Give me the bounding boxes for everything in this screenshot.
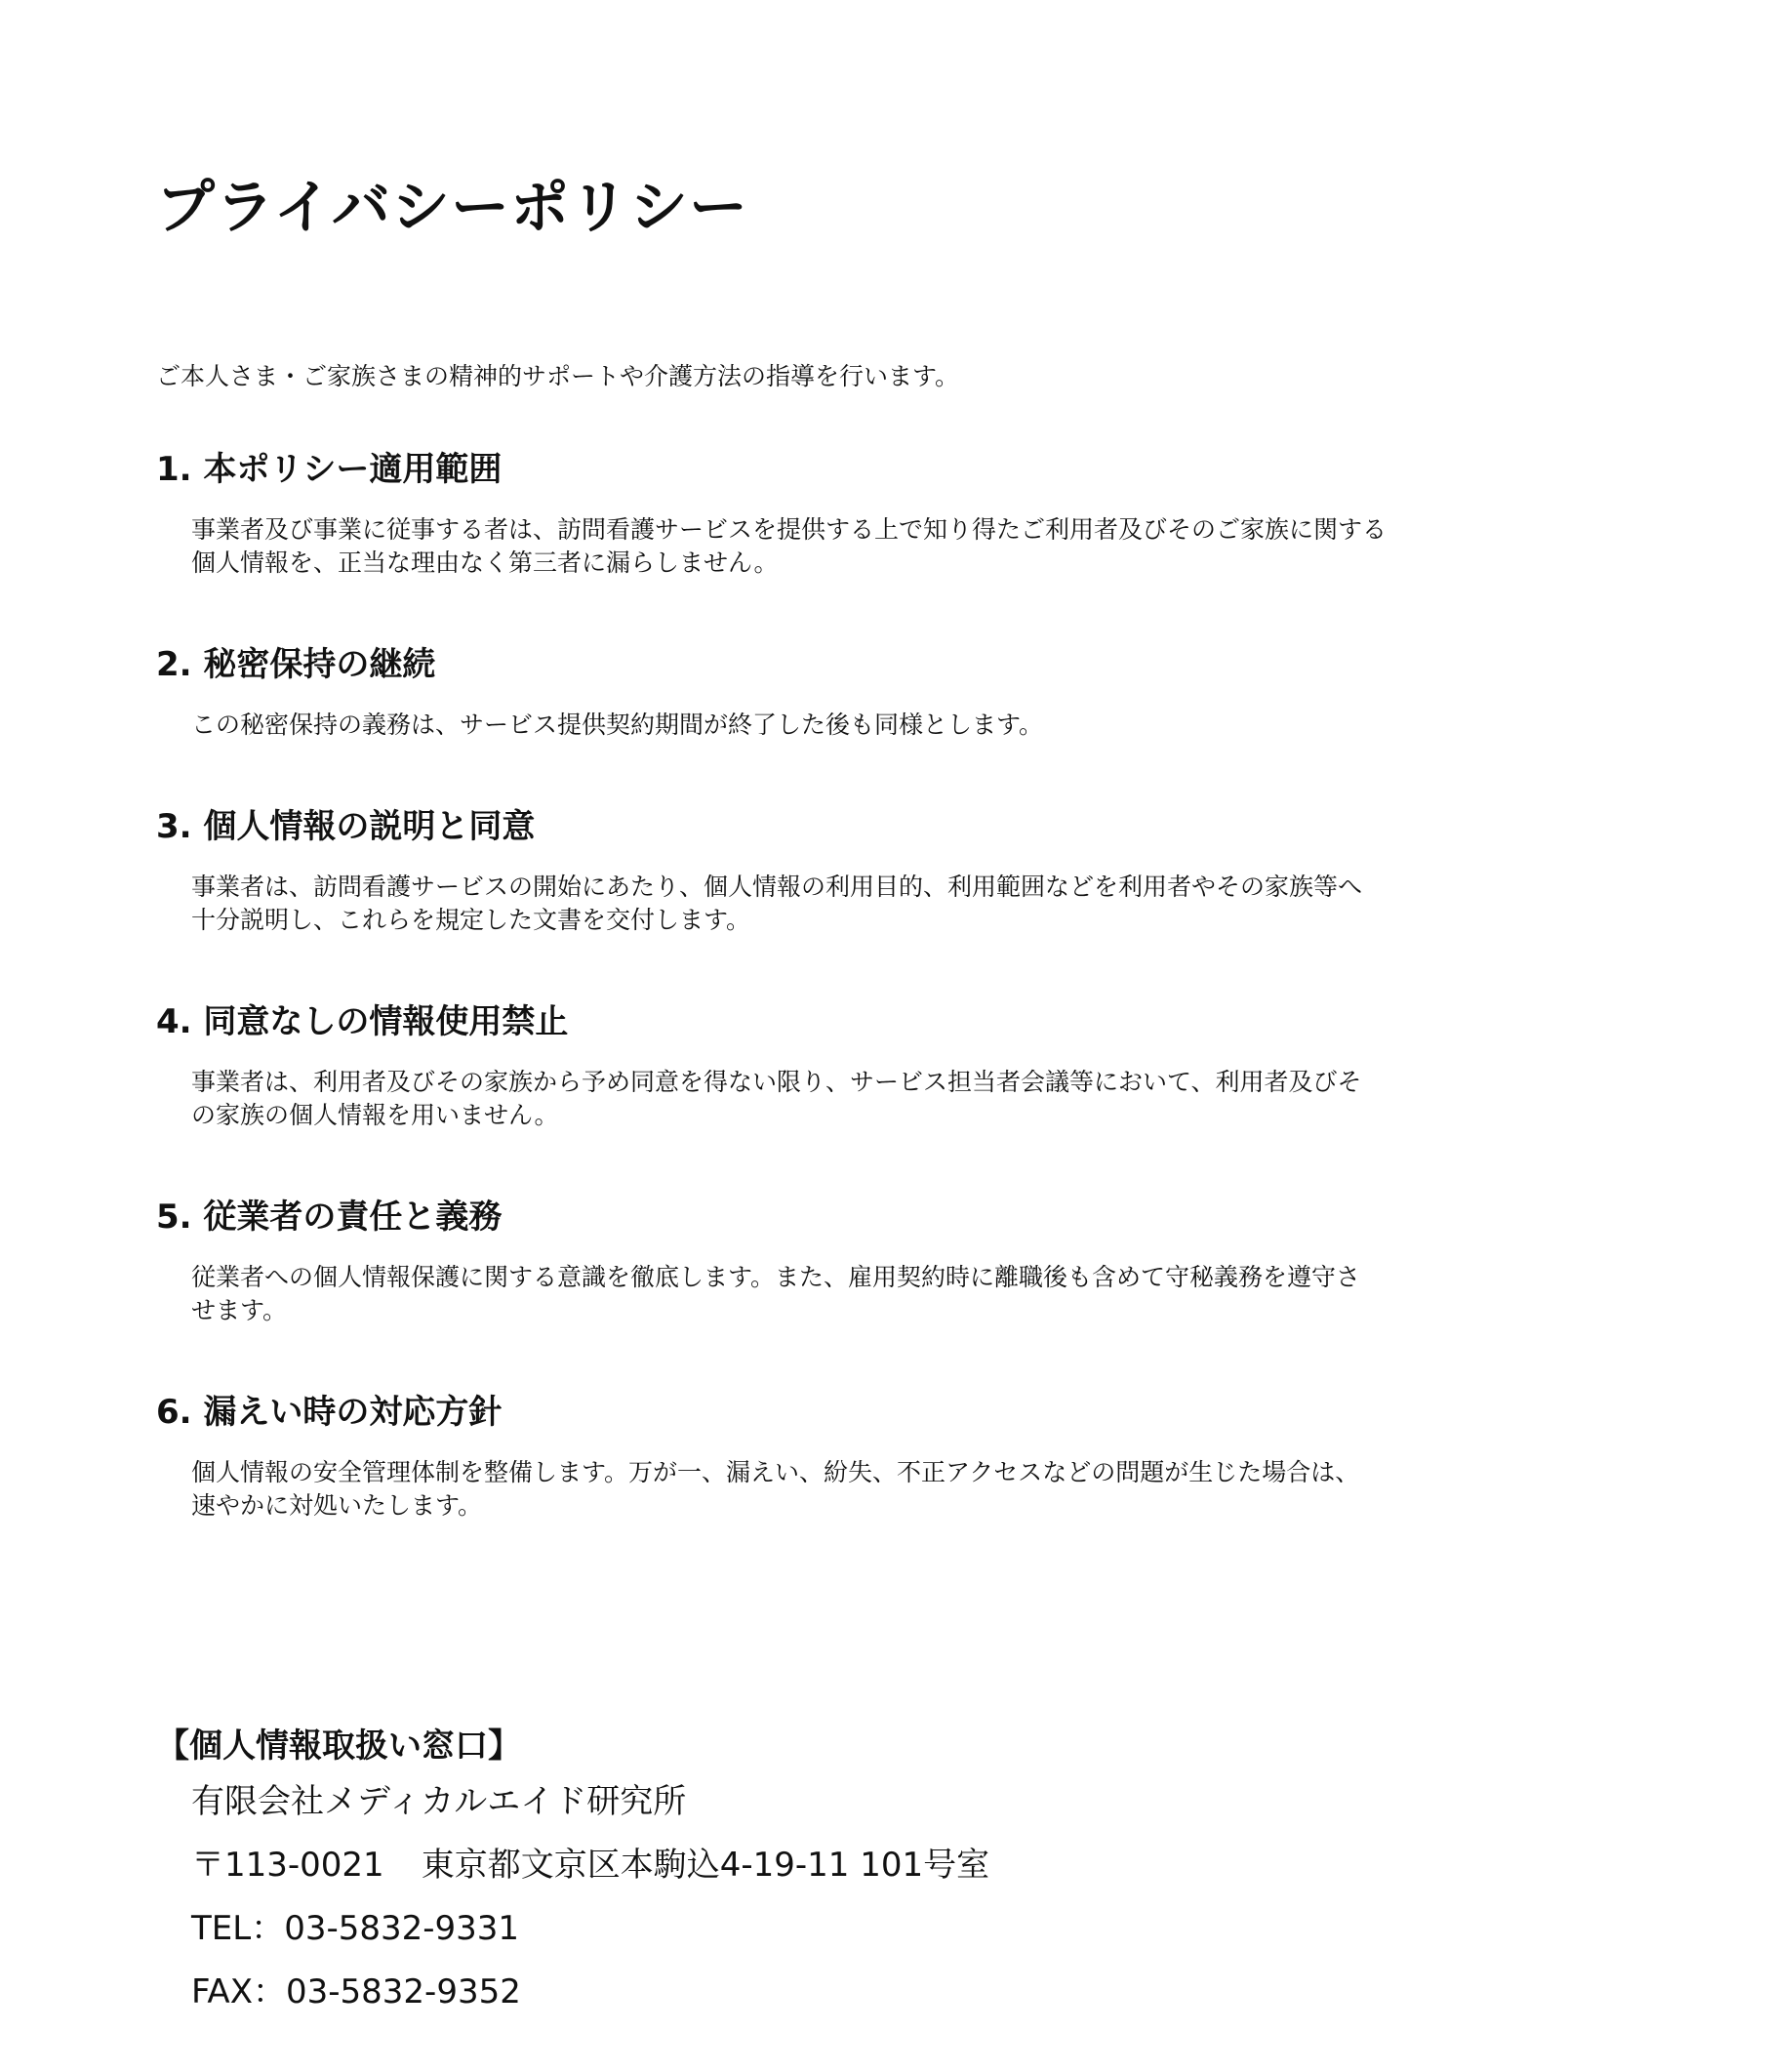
section-explanation-consent [156, 802, 1522, 937]
section-heading: 4. 同意なしの情報使用禁止 [156, 1002, 569, 1041]
contact-heading: 【個人情報取扱い窓口】 [156, 1727, 521, 1766]
section-body [191, 1066, 1518, 1132]
page-title: プライバシーポリシー [156, 174, 748, 242]
section-heading: 6. 漏えい時の対応方針 [156, 1393, 503, 1432]
section-confidentiality [156, 640, 1522, 742]
section-body [191, 513, 1518, 580]
section-heading: 5. 従業者の責任と義務 [156, 1198, 503, 1237]
section-heading: 3. 個人情報の説明と同意 [156, 807, 536, 846]
contact-fax: FAX：03-5832-9352 [191, 1972, 521, 2011]
section-body-line: の家族の個人情報を用いません。 [191, 1101, 559, 1129]
section-scope [156, 445, 1522, 580]
section-body [191, 709, 1518, 742]
section-body-line: 従業者への個人情報保護に関する意識を徹底します。また、雇用契約時に離職後も含めて守秘義務を遵守さ [191, 1263, 1361, 1291]
section-leak-response [156, 1388, 1522, 1523]
section-body [191, 871, 1518, 937]
section-body-line: 個人情報を、正当な理由なく第三者に漏らしません。 [191, 548, 779, 577]
contact-block [156, 1722, 989, 2024]
contact-tel: TEL：03-5832-9331 [191, 1909, 520, 1948]
section-body [191, 1261, 1518, 1327]
section-body [191, 1456, 1518, 1523]
section-body-line: 事業者は、利用者及びその家族から予め同意を得ない限り、サービス担当者会議等において、利用者及びそ [191, 1068, 1362, 1096]
intro-text: ご本人さま・ご家族さまの精神的サポートや介護方法の指導を行います。 [156, 362, 960, 390]
section-heading: 1. 本ポリシー適用範囲 [156, 450, 503, 489]
contact-address: 東京都文京区本駒込4-19-11 101号室 [421, 1846, 990, 1885]
contact-address-line [191, 1834, 989, 1897]
section-body-line: 事業者は、訪問看護サービスの開始にあたり、個人情報の利用目的、利用範囲などを利用者やその家族等へ [191, 873, 1363, 901]
contact-postal: 〒113-0021 [191, 1846, 384, 1885]
section-body-line: 事業者及び事業に従事する者は、訪問看護サービスを提供する上で知り得たご利用者及びそのご家族に関する [191, 515, 1388, 544]
section-no-consent-prohibition [156, 997, 1522, 1132]
section-heading: 2. 秘密保持の継続 [156, 645, 436, 684]
section-employee-duties [156, 1193, 1522, 1327]
section-body-line: 十分説明し、これらを規定した文書を交付します。 [191, 906, 751, 934]
section-body-line: この秘密保持の義務は、サービス提供契約期間が終了した後も同様とします。 [191, 711, 1044, 739]
contact-company: 有限会社メディカルエイド研究所 [191, 1782, 687, 1821]
section-body-line: せます。 [191, 1296, 288, 1324]
section-body-line: 個人情報の安全管理体制を整備します。万が一、漏えい、紛失、不正アクセスなどの問題が生じた場合は、 [191, 1458, 1360, 1486]
section-body-line: 速やかに対処いたします。 [191, 1491, 483, 1520]
